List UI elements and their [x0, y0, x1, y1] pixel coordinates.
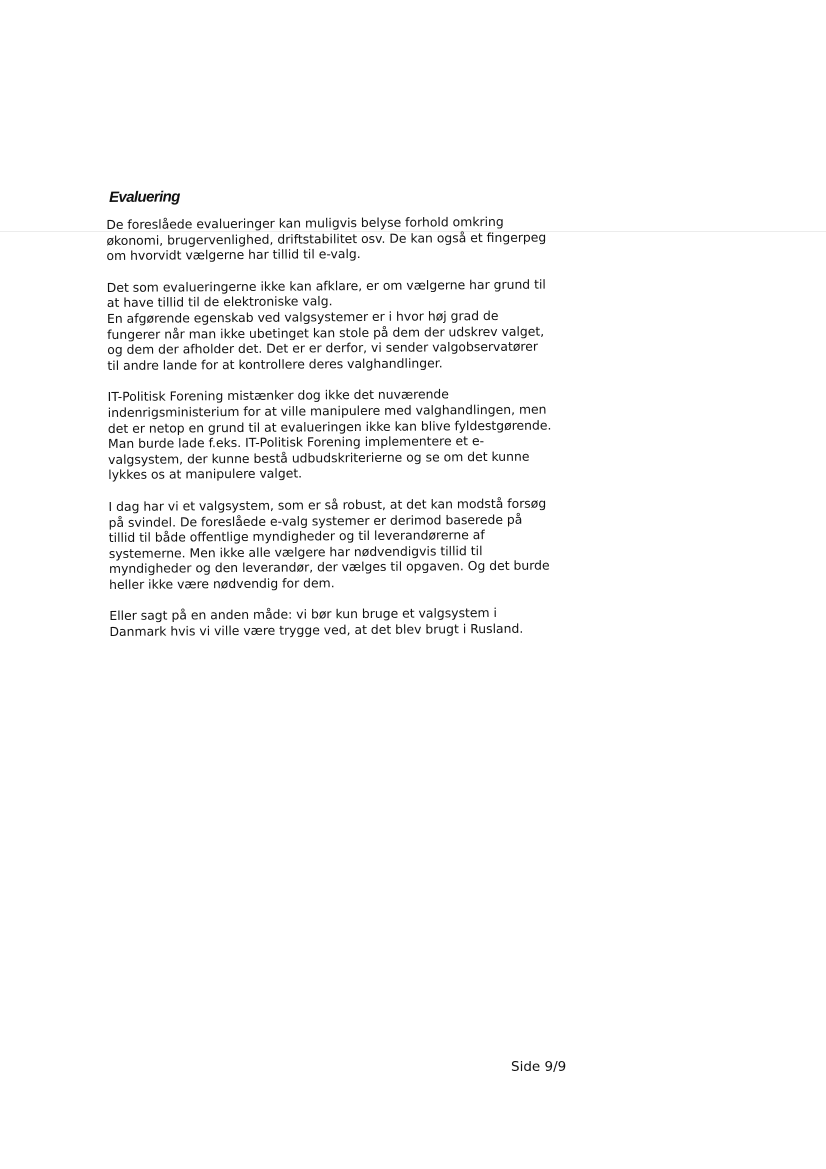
text-line: at have tillid til de elektroniske valg.	[106, 293, 333, 311]
text-line: I dag har vi et valgsystem, som er så robust, at det kan modstå forsøg	[108, 495, 547, 514]
text-line: tillid til både offentlige myndigheder og til leverandørerne af	[108, 527, 485, 546]
paragraph-4	[108, 495, 589, 592]
text-line: det er netop en grund til at evalueringen ikke kan blive fyldestgørende.	[107, 417, 552, 436]
text-line: IT-Politisk Forening mistænker dog ikke det nuværende	[107, 386, 449, 405]
text-line: En afgørende egenskab ved valgsystemer er i hvor høj grad de	[106, 307, 499, 326]
text-line: til andre lande for at kontrollere deres valghandlinger.	[107, 355, 443, 373]
document-body	[106, 185, 590, 655]
text-line: lykkes os at manipulere valget.	[108, 465, 303, 483]
text-line: på svindel. De foreslåede e-valg systemer er derimod baserede på	[108, 511, 523, 530]
text-line: myndigheder og den leverandør, der vælges til opgaven. Og det burde	[108, 557, 550, 577]
text-line: Eller sagt på en anden måde: vi bør kun bruge et valgsystem i	[109, 605, 497, 624]
text-line: Man burde lade f.eks. IT-Politisk Forening implementere et e-	[107, 433, 485, 452]
text-line: økonomi, brugervenlighed, driftstabilitet osv. De kan også et fingerpeg	[106, 229, 547, 248]
text-line: valgsystem, der kunne bestå udbudskriterierne og se om det kunne	[108, 448, 530, 467]
paragraph-2	[107, 276, 588, 373]
text-line: heller ikke være nødvendig for dem.	[109, 575, 335, 592]
text-line: De foreslåede evalueringer kan muligvis belyse forhold omkring	[106, 213, 504, 232]
text-line: indenrigsministerium for at ville manipulere med valghandlingen, men	[107, 401, 547, 420]
text-line: fungerer når man ikke ubetinget kan stole på dem der udskrev valget,	[107, 323, 545, 342]
paragraph-3	[108, 386, 589, 483]
paragraph-5	[109, 605, 589, 640]
text-line: om hvorvidt vælgerne har tillid til e-valg.	[106, 246, 361, 264]
text-line: systemerne. Men ikke alle vælgere har nødvendigvis tillid til	[108, 542, 483, 561]
text-line: Det som evalueringerne ikke kan afklare, er om vælgerne har grund til	[106, 276, 546, 295]
paragraph-1	[106, 213, 586, 264]
text-line: Danmark hvis vi ville være trygge ved, at det blev brugt i Rusland.	[109, 620, 524, 640]
page-number: Side 9/9	[511, 1059, 567, 1075]
section-heading: Evaluering	[108, 188, 180, 206]
text-line: og dem der afholder det. Det er er derfor, vi sender valgobservatører	[107, 338, 538, 358]
